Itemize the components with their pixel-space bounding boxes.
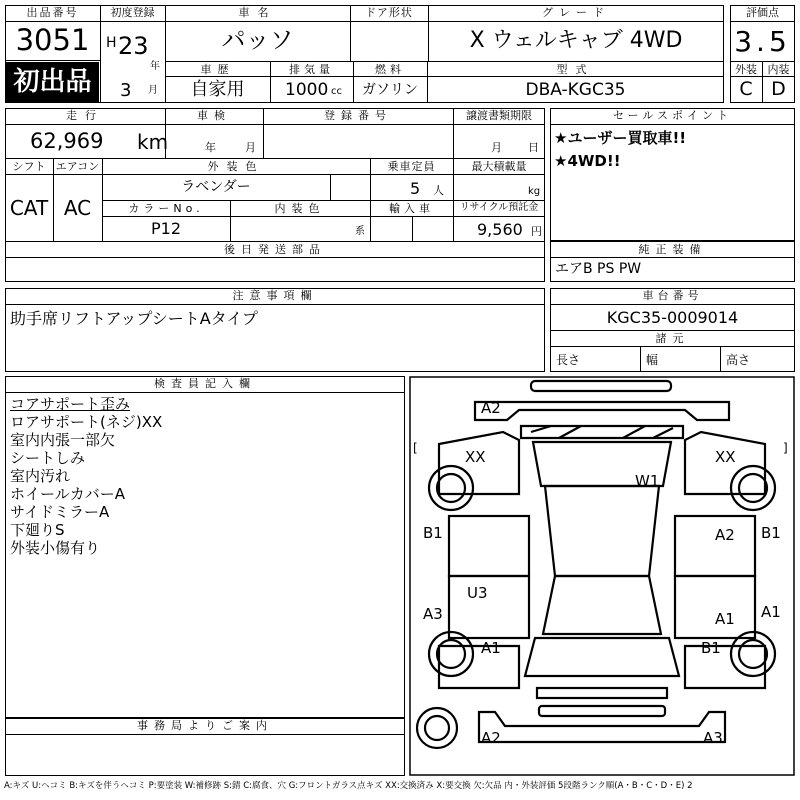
registration-no-label: 登録番号: [324, 109, 392, 122]
equipment-value: エアB PS PW: [555, 261, 642, 277]
mark-windshield: W1: [635, 472, 660, 490]
inspection-month-unit: 月: [245, 141, 256, 154]
fuel-label: 燃料: [375, 63, 405, 76]
displacement-value: 1000: [285, 80, 329, 100]
transfer-deadline-label: 譲渡書類期限: [466, 109, 532, 122]
lot-number: 3051: [15, 23, 90, 57]
inspection-label: 車検: [197, 109, 231, 122]
rear-garnish: [537, 688, 667, 698]
exterior-grade-label: 外装: [735, 63, 757, 76]
interior-grade: D: [771, 78, 786, 100]
color-no-label: カラーNo.: [128, 202, 204, 215]
exterior-grade: C: [739, 78, 753, 100]
model-type-value: DBA-KGC35: [525, 80, 626, 100]
registration-year: 23: [118, 32, 149, 60]
model-name-label: 車名: [238, 6, 277, 19]
front-bumper: [475, 402, 729, 420]
shift-label: シフト: [12, 160, 46, 173]
left-front-door: [449, 516, 529, 576]
mark-front-left-fender: XX: [465, 448, 486, 466]
year-unit: 年: [150, 61, 160, 72]
damage-code-legend: A:キズ U:ヘコミ B:キズを伴うヘコミ P:要塗装 W:補修跡 S:錆 C:腐食、穴 G:フロントガラス点キズ XX:交換済み X:要交換 欠:欠品 内・外装評価 5段階ランク順(A・B・C・D・E) 2: [4, 781, 693, 791]
mark-front-bumper: A2: [481, 399, 501, 417]
mark-right-front-door: A2: [715, 526, 735, 544]
office-notice-label: 事務局よりご案内: [137, 719, 273, 732]
hood-lines: [531, 426, 673, 438]
equipment-label: 純正装備: [638, 243, 707, 256]
width-label: 幅: [646, 353, 659, 367]
aircon-label: エアコン: [55, 160, 100, 173]
right-front-door: [675, 516, 755, 576]
grade-value: X ウェルキャブ 4WD: [469, 28, 683, 53]
displacement-unit: cc: [331, 86, 342, 97]
inspector-note-line: ロアサポート(ネジ)XX: [10, 413, 163, 431]
seating-capacity-label: 乗車定員: [387, 160, 436, 173]
inspector-note-line: コアサポート歪み: [10, 395, 131, 413]
mark-right-rocker: A1: [761, 603, 781, 621]
vehicle-damage-diagram: [409, 376, 795, 776]
aircon-value: AC: [63, 196, 92, 220]
displacement-label: 排気量: [289, 63, 334, 76]
exterior-color-value: ラベンダー: [181, 179, 251, 195]
sales-points-block: [550, 108, 795, 241]
car-outline: [417, 381, 775, 748]
chassis-number-label: 車台番号: [642, 289, 703, 302]
roof: [545, 486, 659, 576]
front-bumper-top: [531, 381, 671, 391]
height-label: 高さ: [726, 353, 751, 367]
trunk: [525, 638, 679, 676]
mark-left-quarter: A1: [481, 639, 501, 657]
mark-rear-bumper-right: A3: [703, 729, 723, 747]
mileage-unit: km: [137, 130, 169, 154]
seating-capacity-value: 5: [410, 179, 421, 198]
car-history-value: 自家用: [190, 79, 245, 100]
rear-window: [543, 576, 661, 634]
transfer-day-unit: 日: [528, 141, 539, 154]
mark-rear-panel: U3: [467, 584, 488, 602]
first-registration-label: 初度登録: [110, 6, 155, 19]
mark-right-pillar: B1: [761, 524, 781, 542]
car-history-label: 車歴: [200, 63, 235, 76]
rear-lamp-bar: [539, 706, 665, 716]
inspector-notes-label: 検査員記入欄: [154, 377, 256, 390]
inspector-note-line: サイドミラーA: [10, 503, 110, 521]
left-rear-door: [449, 576, 529, 638]
exterior-color-label: 外装色: [207, 160, 265, 173]
lot-number-label: 出品番号: [26, 6, 79, 19]
inspector-note-line: 室内内張一部欠: [10, 431, 116, 449]
max-load-label: 最大積載量: [471, 160, 527, 173]
inspector-note-line: 外装小傷有り: [10, 539, 101, 557]
inspector-note-line: シートしみ: [10, 449, 86, 467]
mark-right-rear-door: A1: [715, 610, 735, 628]
mark-left-pillar: B1: [423, 524, 443, 542]
score-value: 3.5: [734, 25, 791, 58]
inspector-note-line: 下廻りS: [10, 521, 65, 539]
dimensions-label: 諸元: [655, 332, 690, 345]
seating-capacity-unit: 人: [433, 184, 444, 197]
sales-points-label: セールスポイント: [612, 109, 732, 122]
first-listing-badge: 初出品: [6, 62, 99, 102]
score-label: 評価点: [746, 6, 779, 19]
fuel-value: ガソリン: [362, 82, 418, 98]
recycle-deposit-label: リサイクル預託金: [459, 202, 539, 213]
registration-era: H: [106, 35, 117, 51]
grade-label: グレード: [542, 6, 610, 19]
inspection-year-unit: 年: [205, 141, 216, 154]
inspector-note-line: ホイールカバーA: [10, 485, 125, 503]
max-load-unit: kg: [528, 186, 541, 197]
interior-color-label: 内装色: [274, 202, 326, 215]
mark-rear-bumper-left: A2: [481, 729, 501, 747]
right-rear-door: [675, 576, 755, 638]
registration-month: 3: [120, 80, 132, 101]
bracket-right: ]: [783, 441, 788, 455]
mark-left-rear-door: A3: [423, 605, 443, 623]
mileage-label: 走行: [66, 109, 104, 122]
import-car-label: 輸入車: [389, 202, 434, 215]
wheel-front-right: [731, 466, 775, 510]
bracket-left: [: [413, 441, 418, 455]
chassis-number: KGC35-0009014: [606, 308, 739, 327]
mark-right-quarter: B1: [701, 639, 721, 657]
notes-value: 助手席リフトアップシートAタイプ: [10, 309, 258, 328]
later-parts-label: 後日発送部品: [224, 243, 326, 256]
recycle-deposit-value: 9,560: [477, 220, 523, 239]
door-type-label: ドア形状: [365, 6, 413, 19]
month-unit: 月: [148, 85, 158, 96]
length-label: 長さ: [556, 353, 581, 367]
damage-marks: [413, 399, 788, 747]
color-no-value: P12: [150, 219, 181, 238]
sales-point-line: ★ユーザー買取車!!: [554, 129, 687, 147]
spare-wheel: [417, 708, 457, 748]
model-type-label: 型式: [556, 63, 595, 76]
notes-label: 注意事項欄: [232, 289, 318, 302]
interior-grade-label: 内装: [767, 63, 790, 76]
interior-color-unit: 系: [355, 226, 365, 237]
recycle-deposit-unit: 円: [531, 225, 542, 238]
inspector-note-line: 室内汚れ: [10, 467, 71, 485]
shift-value: CAT: [9, 196, 49, 220]
transfer-month-unit: 月: [491, 141, 502, 154]
mileage-value: 62,969: [30, 129, 104, 153]
mark-front-right-fender: XX: [715, 448, 736, 466]
wheel-front-left: [429, 466, 473, 510]
model-name: パッソ: [221, 26, 294, 54]
sales-point-line: ★4WD!!: [554, 152, 621, 170]
